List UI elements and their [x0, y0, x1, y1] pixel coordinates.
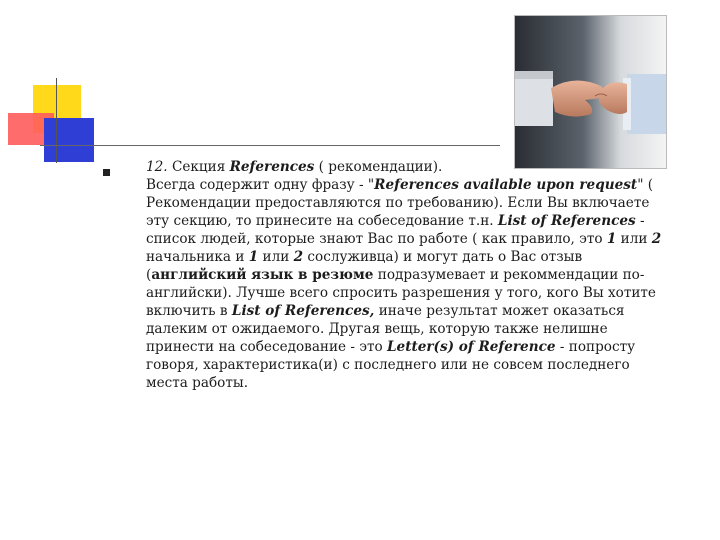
text-span: сослуживца) и могут дать о Вас отзыв (	[146, 249, 583, 283]
text-span: ( рекомендации).	[318, 159, 443, 175]
number-one: 1	[248, 249, 259, 265]
references-paragraph	[146, 158, 668, 392]
handshake-photo	[514, 15, 667, 169]
text-span: " ( Рекомендации предоставляются по требованию). Если Вы включаете эту секцию, то принесите на собеседование т.н.	[146, 177, 654, 229]
bullet-marker	[103, 169, 110, 176]
text-span: - попросту говоря, характеристика(и) с последнего или не совсем последнего места работы.	[146, 339, 636, 391]
text-span: Всегда содержит одну фразу - "	[146, 177, 375, 193]
english-resume-phrase: английский язык в резюме	[151, 267, 374, 283]
list-of-references-term: List of References	[497, 213, 636, 229]
text-span: иначе результат может оказаться далеким от ожидаемого. Другая вещь, которую также нелишне принести на собеседование - это	[146, 303, 625, 355]
section-number: 12.	[146, 159, 168, 175]
references-term: References	[229, 159, 315, 175]
decor-vertical-line	[56, 78, 57, 163]
text-span: начальника и	[146, 249, 245, 265]
number-two: 2	[651, 231, 662, 247]
available-phrase: References available upon request	[374, 177, 638, 193]
number-two: 2	[293, 249, 304, 265]
text-span: подразумевает и рекоммендации по-английски). Лучше всего спросить разрешения у того, кого Вы хотите включить в	[146, 267, 656, 319]
decor-blue-square	[44, 118, 94, 162]
list-of-references-term: List of References,	[231, 303, 375, 319]
text-span: - список людей, которые знают Вас по работе ( как правило, это	[146, 213, 645, 247]
text-span: Секция	[171, 159, 226, 175]
number-one: 1	[606, 231, 617, 247]
text-span: или	[620, 231, 648, 247]
letters-of-reference-term: Letter(s) of Reference	[386, 339, 556, 355]
decor-horizontal-line	[40, 145, 500, 146]
text-span: или	[262, 249, 290, 265]
